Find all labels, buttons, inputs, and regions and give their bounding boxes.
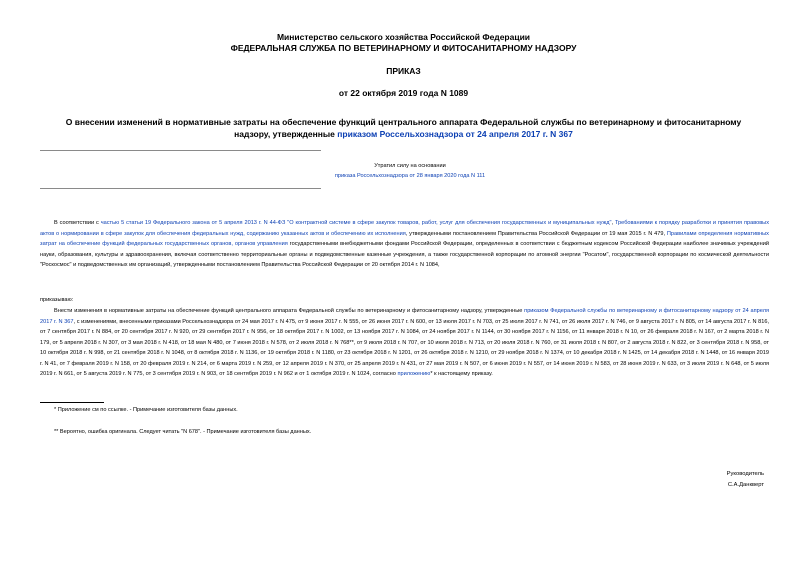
appendix-link[interactable]: приложению — [397, 371, 431, 377]
title-order-link[interactable]: приказом Россельхознадзора от 24 апреля 2017 г. N 367 — [337, 128, 573, 139]
main-text: * к настоящему приказу. — [430, 371, 493, 377]
divider-bottom — [40, 188, 321, 189]
footnote-2: ** Вероятно, ошибка оригинала. Следует читать "N 678". - Примечание изготовителя базы данных. — [54, 429, 312, 435]
signature-name: С.А.Данкверт — [727, 482, 764, 488]
lost-force-link[interactable]: приказа Россельхознадзора от 28 января 2020 года N 111 — [334, 173, 486, 179]
divider-top — [40, 150, 321, 151]
lost-force-label: Утратил силу на основании — [374, 163, 446, 169]
ministry-name: Министерство сельского хозяйства Российской Федерации — [276, 32, 531, 42]
main-text: , с изменениями, внесенными приказами Россельхознадзора от 24 мая 2017 г. N 475, от 9 июня 2017 г. N 555, от 26 июня 2017 г. N 600, от 13 июля 2017 г. N 703, от 25 июля 2017 г. N 741, от 26 июля 2017 г. N 746, от 9 августа 2017 г. N 805, от 14 августа 2017 г. N 816, от 7 сентября 2017 г. N 884, от 20 сентября 2017 г. N 920, от 29 сентября 2017 г. N 956, от 18 октября 2017 г. N 1002, от 13 ноября 2017 г. N 1084, от 24 ноября 2017 г. N 1144, от 30 ноября 2017 г. N 1156, от 11 января 2018 г. N 10, от 26 февраля 2018 г. N 167, от 2 марта 2018 г. N 179, от 5 апреля 2018 г. N 307, от 3 мая 2018 г. N 418, от 18 мая N 480, от 7 июня 2018 г. N 578, от 2 июля 2018 г. N 768**, от 9 июля 2018 г. N 707, от 10 июля 2018 г. N 713, от 20 июля 2018 г. N 760, от 31 июля 2018 г. N 807, от 2 августа 2018 г. N 822, от 3 сентября 2018 г. N 958, от 10 октября 2018 г. N 998, от 21 сентября 2018 г. N 1048, от 8 октября 2018 г. N 1136, от 19 октября 2018 г. N 1180, от 23 октября 2018 г. N 1201, от 26 октября 2018 г. N 1210, от 29 ноября 2018 г. N 1374, от 10 декабря 2018 г. N 1425, от 14 декабря 2018 г. N 1448, от 16 января 2019 г. N 41, от 7 февраля 2019 г. N 158, от 20 февраля 2019 г. N 214, от 6 марта 2019 г. N 259, от 12 апреля 2019 г. N 370, от 25 апреля 2019 г. N 431, от 27 мая 2019 г. N 507, от 6 июня 2019 г. N 557, от 14 июня 2019 г. N 583, от 28 июня 2019 г. N 633, от 3 июля 2019 г. N 648, от 5 июля 2019 г. N 661, от 5 августа 2019 г. N 775, от 3 сентября 2019 г. N 903, от 18 сентября 2019 г. N 962 и от 1 октября 2019 г. N 1024, согласно — [40, 318, 770, 377]
preamble-text: В соответствии с — [54, 220, 101, 226]
footnote-1: * Приложение см по ссылке. - Примечание изготовителя базы данных. — [54, 407, 238, 413]
base-order-link[interactable]: приказом Федеральной службы по ветеринарному и фитосанитарному надзору от 24 апреля 2017 г. N 367 — [40, 308, 769, 325]
title-line-2: надзору, утвержденные — [234, 128, 338, 139]
preamble-text: государственными внебюджетными фондами Российской Федерации, определенных в соответствии с бюджетным кодексом Российской Федерации наиболее значимых учреждений науки, образования, культуры и здравоохранения, включая соответственно территориальные органы и подведомственные казенные учреждения, а также государственной корпорации по атомной энергии "Росатом", государственной корпорации по космической деятельности "Роскосмос" и подведомственных им организаций, утвержденными постановлением Правительства Российской Федерации от 20 октября 2014 г. N 1084, — [40, 241, 769, 268]
main-paragraph — [40, 306, 769, 380]
document-type: ПРИКАЗ — [386, 66, 421, 76]
document-date-number: от 22 октября 2019 года N 1089 — [338, 88, 469, 98]
federal-law-link[interactable]: частью 5 статьи 19 Федерального закона от 5 апреля 2013 г. N 44-ФЗ "О контрактной системе в сфере закупок товаров, работ, услуг для обеспечения государственных и муниципальных нужд" — [100, 220, 612, 226]
service-name: ФЕДЕРАЛЬНАЯ СЛУЖБА ПО ВЕТЕРИНАРНОМУ И ФИТОСАНИТАРНОМУ НАДЗОРУ — [230, 43, 577, 53]
footnote-divider — [40, 402, 104, 403]
rules-link[interactable]: Правилами определения нормативных затрат на обеспечение функций федеральных государственных органов, органов управления — [40, 230, 769, 247]
preamble-text: , утвержденными — [405, 230, 451, 237]
requirements-link[interactable]: Требованиями к порядку разработки и принятия правовых актов о нормировании в сфере закупок для обеспечения федеральных нужд, содержанию указанных актов и обеспечению их исполнения — [40, 220, 769, 237]
preamble-paragraph — [40, 218, 769, 271]
document-title — [40, 117, 767, 140]
lost-force-notice — [160, 161, 660, 181]
preamble-text: , — [611, 220, 614, 226]
title-line-1: О внесении изменений в нормативные затраты на обеспечение функций центрального аппарата Федеральной службы по ветеринарному и фитосанитарному — [65, 117, 742, 127]
preamble-text: постановлением Правительства Российской Федерации от 19 мая 2015 г. N 479, — [452, 230, 667, 237]
main-text: Внести изменения в нормативные затраты на обеспечение функций центрального аппарата Федеральной службы по ветеринарному и фитосанитарному надзору, утвержденные — [54, 308, 525, 314]
signature-position: Руководитель — [726, 471, 764, 477]
order-word: приказываю: — [40, 297, 74, 303]
